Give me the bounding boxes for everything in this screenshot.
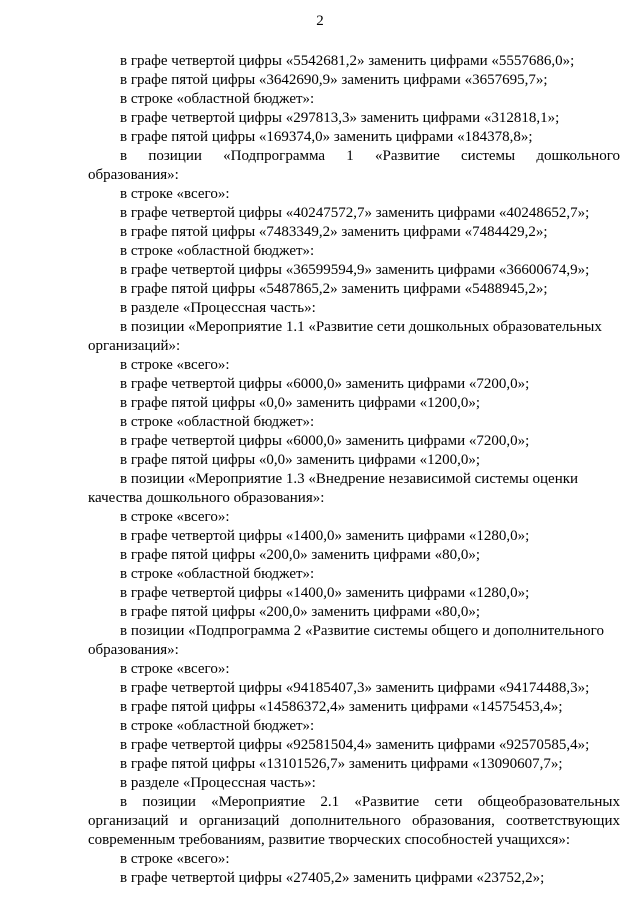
text-line: в позиции «Подпрограмма 1 «Развитие системы дошкольного [120,148,620,164]
text-line: в разделе «Процессная часть»: [120,300,316,316]
document-body [88,52,620,888]
text-line: в позиции «Подпрограмма 2 «Развитие системы общего и дополнительного [120,623,604,639]
text-line: в графе четвертой цифры «6000,0» заменить цифрами «7200,0»; [120,433,530,449]
text-line: в строке «областной бюджет»: [120,566,315,582]
text-line: в графе четвертой цифры «92581504,4» заменить цифрами «92570585,4»; [120,737,590,753]
text-line: в графе пятой цифры «200,0» заменить цифрами «80,0»; [120,604,480,620]
text-line: в графе четвертой цифры «94185407,3» заменить цифрами «94174488,3»; [120,680,590,696]
text-line: в строке «всего»: [120,851,230,867]
text-line: в строке «областной бюджет»: [120,243,315,259]
text-line: в позиции «Мероприятие 2.1 «Развитие сети общеобразовательных [120,794,620,810]
text-line: образования»: [88,167,179,183]
text-line: в графе пятой цифры «200,0» заменить цифрами «80,0»; [120,547,480,563]
text-line: в графе четвертой цифры «27405,2» заменить цифрами «23752,2»; [120,870,545,886]
text-line: в позиции «Мероприятие 1.1 «Развитие сети дошкольных образовательных [120,319,602,335]
text-line: в разделе «Процессная часть»: [120,775,316,791]
text-line: в графе четвертой цифры «6000,0» заменить цифрами «7200,0»; [120,376,530,392]
text-line: образования»: [88,642,179,658]
text-line: организаций»: [88,338,181,354]
text-line: в графе пятой цифры «5487865,2» заменить цифрами «5488945,2»; [120,281,548,297]
text-line: в строке «областной бюджет»: [120,91,315,107]
text-line: в строке «всего»: [120,186,230,202]
text-line: в графе пятой цифры «13101526,7» заменить цифрами «13090607,7»; [120,756,563,772]
page-number: 2 [316,13,324,29]
text-line: организаций и организаций дополнительного образования, соответствующих [88,813,620,829]
text-line: в строке «всего»: [120,357,230,373]
text-line: в графе четвертой цифры «40247572,7» заменить цифрами «40248652,7»; [120,205,590,221]
text-line: в графе четвертой цифры «1400,0» заменить цифрами «1280,0»; [120,528,530,544]
text-line: в графе четвертой цифры «1400,0» заменить цифрами «1280,0»; [120,585,530,601]
text-line: в позиции «Мероприятие 1.3 «Внедрение независимой системы оценки [120,471,579,487]
text-line: в графе пятой цифры «0,0» заменить цифрами «1200,0»; [120,452,480,468]
text-line: в графе пятой цифры «7483349,2» заменить цифрами «7484429,2»; [120,224,548,240]
text-line: в строке «всего»: [120,661,230,677]
text-line: в графе пятой цифры «3642690,9» заменить цифрами «3657695,7»; [120,72,548,88]
text-line: в строке «всего»: [120,509,230,525]
text-line: в графе четвертой цифры «36599594,9» заменить цифрами «36600674,9»; [120,262,590,278]
text-line: в строке «областной бюджет»: [120,414,315,430]
text-line: в графе четвертой цифры «297813,3» заменить цифрами «312818,1»; [120,110,560,126]
text-line: в строке «областной бюджет»: [120,718,315,734]
text-line: качества дошкольного образования»: [88,490,325,506]
text-line: в графе пятой цифры «14586372,4» заменить цифрами «14575453,4»; [120,699,563,715]
text-line: современным требованиям, развитие творческих способностей учащихся»: [88,832,571,848]
text-line: в графе пятой цифры «169374,0» заменить цифрами «184378,8»; [120,129,533,145]
text-line: в графе четвертой цифры «5542681,2» заменить цифрами «5557686,0»; [120,53,575,69]
text-line: в графе пятой цифры «0,0» заменить цифрами «1200,0»; [120,395,480,411]
